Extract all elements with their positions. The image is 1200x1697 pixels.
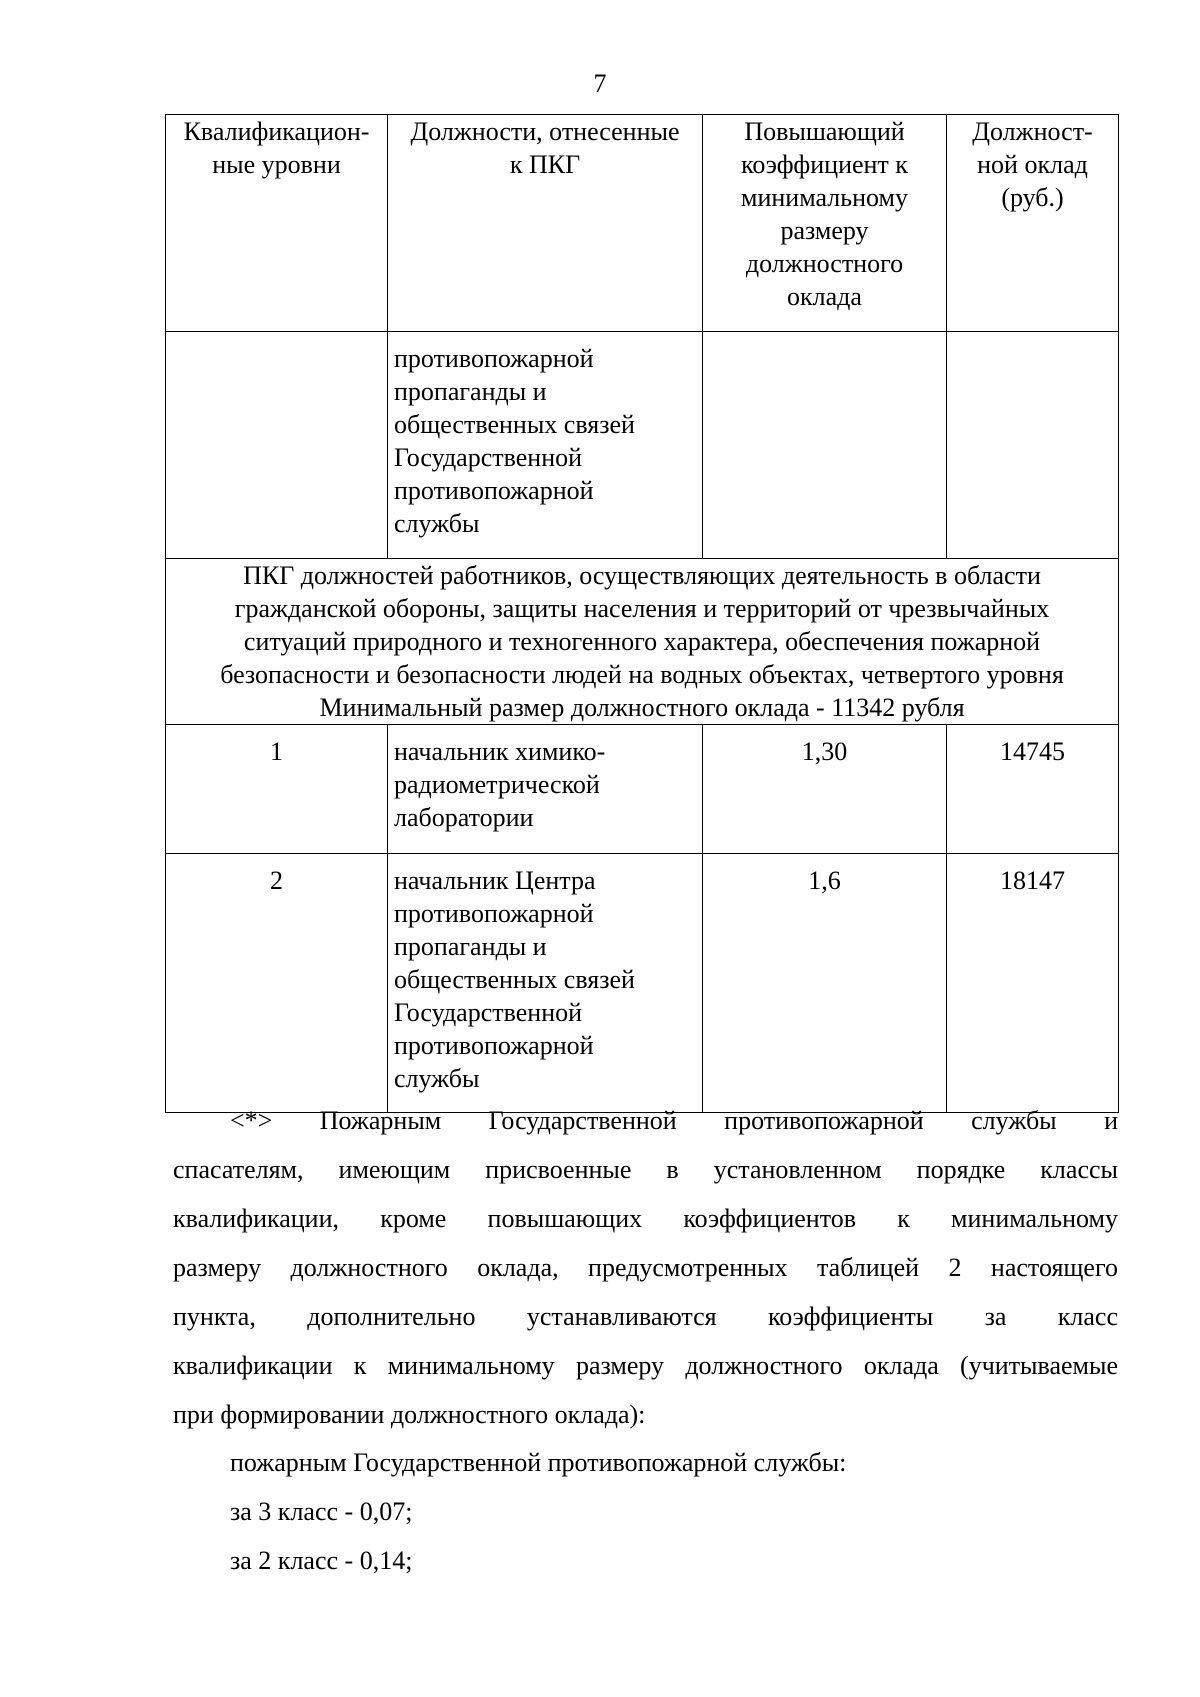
cell-position: начальник химико- радиометрической лаборатории [388,725,703,854]
list-line: пожарным Государственной противопожарной службы: [230,1448,847,1477]
footnote-line: при формировании должностного оклада): [173,1400,646,1429]
cell-level [166,332,388,559]
cell-position: противопожарной пропаганды и общественных связей Государственной противопожарной службы [388,332,703,559]
cell-salary [947,332,1119,559]
footnote-line: квалификации, кроме повышающих коэффициентов к минимальному [173,1204,1118,1233]
header-coefficient: Повышающий коэффициент к минимальному размеру должностного оклада [703,115,947,332]
cell-level: 2 [166,854,388,1113]
footnote-line: пункта, дополнительно устанавливаются коэффициенты за класс [173,1302,1118,1331]
header-salary: Должност- ной оклад (руб.) [947,115,1119,332]
footnote-paragraph [173,1096,1118,1439]
table-section-row [166,559,1119,725]
table-header-row [166,115,1119,332]
footnote-line: квалификации к минимальному размеру должностного оклада (учитываемые [173,1351,1118,1380]
cell-position: начальник Центра противопожарной пропаганды и общественных связей Государственной противопожарной службы [388,854,703,1113]
table-row-continuation [166,332,1119,559]
table-row [166,854,1119,1113]
cell-coefficient: 1,30 [703,725,947,854]
header-positions: Должности, отнесенные к ПКГ [388,115,703,332]
page-number: 7 [593,69,607,98]
list-line: за 2 класс - 0,14; [230,1546,413,1575]
pkg-table [165,114,1119,1113]
cell-coefficient [703,332,947,559]
cell-coefficient: 1,6 [703,854,947,1113]
footnote-line: размеру должностного оклада, предусмотренных таблицей 2 настоящего [173,1253,1118,1282]
footnote-line: <*> Пожарным Государственной противопожарной службы и [230,1106,1118,1135]
list-line: за 3 класс - 0,07; [230,1497,413,1526]
cell-salary: 18147 [947,854,1119,1113]
cell-level: 1 [166,725,388,854]
footnote-line: спасателям, имеющим присвоенные в установленном порядке классы [173,1155,1118,1184]
section-heading: ПКГ должностей работников, осуществляющих деятельность в области гражданской обороны, защиты населения и территорий от чрезвычайных ситуаций природного и техногенного характера, обеспечения пожарной безопасности и безопасности людей на водных объектах, четвертого уровня Минимальный размер должностного оклада - 11342 рубля [166,559,1119,725]
cell-salary: 14745 [947,725,1119,854]
table-row [166,725,1119,854]
header-qualification-levels: Квалификацион- ные уровни [166,115,388,332]
